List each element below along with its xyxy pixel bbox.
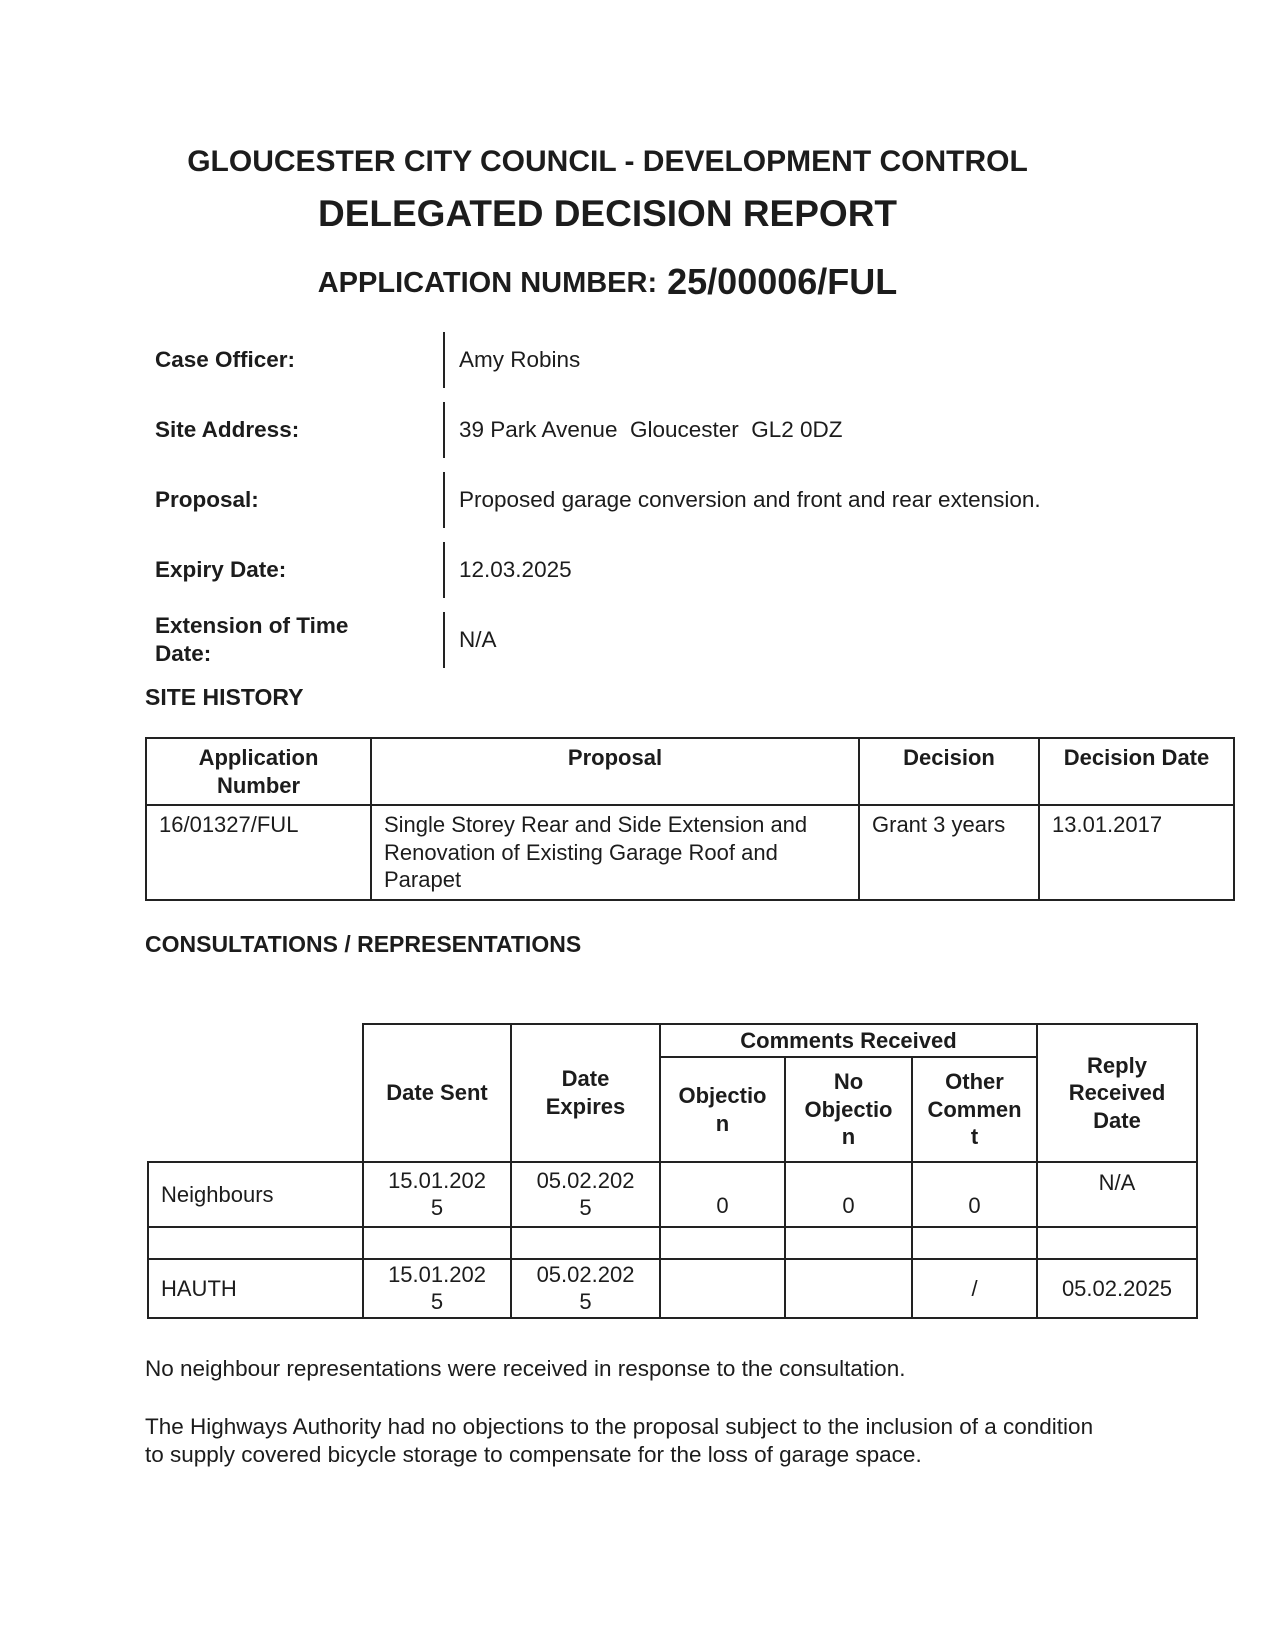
proposal-label: Proposal: xyxy=(155,486,259,512)
expiry-date-value: 12.03.2025 xyxy=(443,542,1235,598)
site-history-row xyxy=(146,805,1234,900)
extension-of-time-label: Extension of Time Date: xyxy=(155,613,349,666)
cell-reply-received-date: 05.02.2025 xyxy=(1037,1259,1197,1318)
field-row-extension-of-time xyxy=(145,612,1235,668)
highways-authority-note: The Highways Authority had no objections to the proposal subject to the inclusion of a condition to supply covered bicycle storage to compensate for the loss of garage space. xyxy=(145,1413,1094,1467)
neighbour-representations-note: No neighbour representations were received in response to the consultation. xyxy=(145,1355,906,1381)
proposal-value: Proposed garage conversion and front and rear extension. xyxy=(443,472,1235,528)
cell-date-expires xyxy=(511,1227,660,1259)
cell-objection-count xyxy=(660,1259,785,1318)
extension-of-time-value: N/A xyxy=(443,612,1235,668)
application-number-label: APPLICATION NUMBER: xyxy=(317,267,658,300)
cell-consultee: Neighbours xyxy=(148,1162,363,1227)
column-header-decision: Decision xyxy=(859,738,1039,805)
field-row-case-officer xyxy=(145,332,1235,388)
consultations-table xyxy=(147,1023,1198,1319)
case-officer-value: Amy Robins xyxy=(443,332,1235,388)
field-row-expiry-date xyxy=(145,542,1235,598)
column-header-other-comment: Other Comment xyxy=(912,1057,1037,1162)
report-header xyxy=(145,0,1070,304)
cell-consultee: HAUTH xyxy=(148,1259,363,1318)
field-row-site-address xyxy=(145,402,1235,458)
consultation-row-neighbours xyxy=(148,1162,1197,1227)
cell-application-number: 16/01327/FUL xyxy=(146,805,371,900)
cell-proposal: Single Storey Rear and Side Extension and Renovation of Existing Garage Roof and Parapet xyxy=(371,805,859,900)
site-address-value: 39 Park Avenue Gloucester GL2 0DZ xyxy=(443,402,1235,458)
column-header-application-number: Application Number xyxy=(146,738,371,805)
cell-no-objection-count xyxy=(785,1227,912,1259)
report-title: DELEGATED DECISION REPORT xyxy=(317,193,898,234)
cell-other-comment-count: 0 xyxy=(912,1162,1037,1227)
council-title: GLOUCESTER CITY COUNCIL - DEVELOPMENT CONTROL xyxy=(187,145,1028,178)
cell-date-expires: 05.02.2025 xyxy=(511,1162,660,1227)
cell-other-comment-count xyxy=(912,1227,1037,1259)
consultations-heading: CONSULTATIONS / REPRESENTATIONS xyxy=(145,931,582,958)
cell-other-comment-count: / xyxy=(912,1259,1037,1318)
expiry-date-label: Expiry Date: xyxy=(155,556,287,582)
consultation-row-spacer xyxy=(148,1227,1197,1259)
application-number-value: 25/00006/FUL xyxy=(667,261,898,303)
case-details xyxy=(145,332,1235,668)
column-header-comments-received: Comments Received xyxy=(660,1024,1037,1058)
cell-consultee xyxy=(148,1227,363,1259)
field-row-proposal xyxy=(145,472,1235,528)
cell-decision: Grant 3 years xyxy=(859,805,1039,900)
cell-reply-received-date xyxy=(1037,1227,1197,1259)
cell-objection-count xyxy=(660,1227,785,1259)
cell-date-sent: 15.01.2025 xyxy=(363,1162,511,1227)
cell-reply-received-date: N/A xyxy=(1037,1162,1197,1227)
site-history-heading: SITE HISTORY xyxy=(145,683,304,710)
consultations-blank-header-cell xyxy=(148,1024,363,1162)
cell-no-objection-count xyxy=(785,1259,912,1318)
cell-date-expires: 05.02.2025 xyxy=(511,1259,660,1318)
column-header-decision-date: Decision Date xyxy=(1039,738,1234,805)
consultations-header-row-1 xyxy=(148,1024,1197,1058)
site-history-header-row xyxy=(146,738,1234,805)
cell-date-sent: 15.01.2025 xyxy=(363,1259,511,1318)
cell-decision-date: 13.01.2017 xyxy=(1039,805,1234,900)
column-header-objection: Objection xyxy=(660,1057,785,1162)
column-header-reply-received-date: Reply Received Date xyxy=(1037,1024,1197,1162)
column-header-date-sent: Date Sent xyxy=(363,1024,511,1162)
case-officer-label: Case Officer: xyxy=(155,346,296,372)
site-address-label: Site Address: xyxy=(155,416,300,442)
consultation-row-hauth xyxy=(148,1259,1197,1318)
column-header-date-expires: Date Expires xyxy=(511,1024,660,1162)
cell-objection-count: 0 xyxy=(660,1162,785,1227)
column-header-proposal: Proposal xyxy=(371,738,859,805)
cell-date-sent xyxy=(363,1227,511,1259)
site-history-table xyxy=(145,737,1235,901)
application-number-line xyxy=(145,260,1070,303)
column-header-no-objection: No Objection xyxy=(785,1057,912,1162)
cell-no-objection-count: 0 xyxy=(785,1162,912,1227)
